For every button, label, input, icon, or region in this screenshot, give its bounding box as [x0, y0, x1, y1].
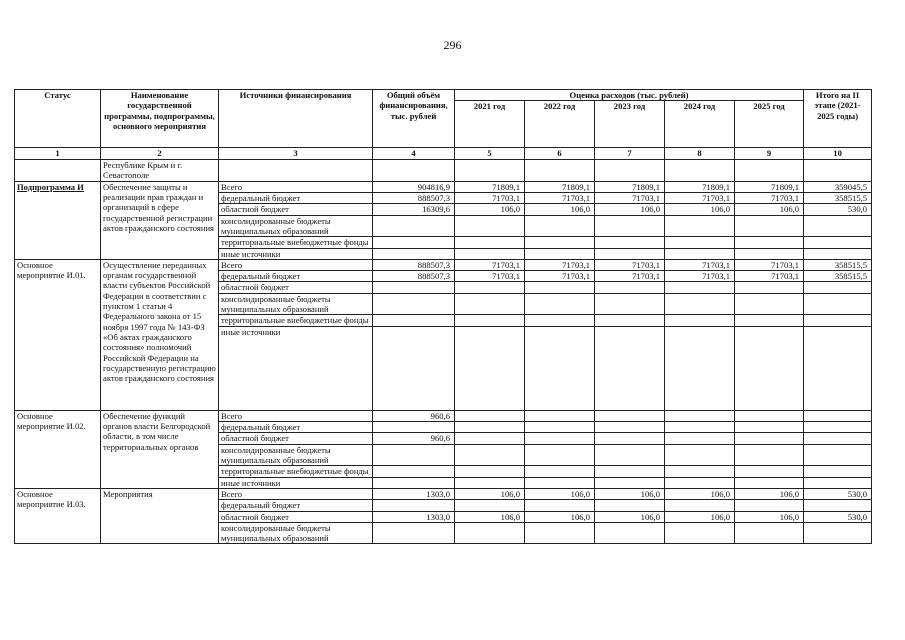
value-cell: 106,0 [595, 511, 665, 522]
source-label: территориальные внебюджетные фонды [219, 315, 373, 326]
source-label: федеральный бюджет [219, 422, 373, 433]
value-cell: 904816,9 [373, 181, 455, 192]
col-num: 9 [735, 148, 804, 159]
value-cell: 960,6 [373, 433, 455, 444]
header-year-2021: 2021 год [455, 101, 525, 148]
col-num: 3 [219, 148, 373, 159]
name-cell: Обеспечение защиты и реализации прав граждан и организаций в сфере государственной регистрации актов гражданского состояния [101, 181, 219, 259]
header-itogo: Итого на II этапе (2021-2025 годы) [804, 90, 872, 148]
header-status: Статус [15, 90, 101, 148]
value-cell: 106,0 [665, 488, 735, 499]
value-cell: 106,0 [525, 511, 595, 522]
value-cell: 960,6 [373, 410, 455, 421]
value-cell: 358515,5 [804, 271, 872, 282]
value-cell: 106,0 [455, 511, 525, 522]
source-label: иные источники [219, 248, 373, 259]
header-year-2024: 2024 год [665, 101, 735, 148]
value-cell: 530,0 [804, 204, 872, 215]
header-year-2022: 2022 год [525, 101, 595, 148]
value-cell: 358515,5 [804, 259, 872, 270]
value-cell: 71703,1 [455, 259, 525, 270]
col-num: 7 [595, 148, 665, 159]
value-cell: 106,0 [525, 204, 595, 215]
table-row [15, 259, 872, 270]
source-label: консолидированные бюджеты муниципальных образований [219, 444, 373, 466]
value-cell: 106,0 [595, 488, 665, 499]
source-label: Всего [219, 488, 373, 499]
name-cell: Обеспечение функций органов власти Белгородской области, в том числе территориальных органов [101, 410, 219, 488]
value-cell: 530,0 [804, 511, 872, 522]
value-cell: 106,0 [735, 511, 804, 522]
status-cell: Подпрограмма И [15, 181, 101, 259]
source-label: областной бюджет [219, 282, 373, 293]
value-cell: 71703,1 [735, 259, 804, 270]
value-cell: 71703,1 [735, 271, 804, 282]
value-cell: 71703,1 [735, 192, 804, 203]
value-cell: 71703,1 [595, 271, 665, 282]
source-label: Всего [219, 410, 373, 421]
table-row [15, 181, 872, 192]
col-num: 2 [101, 148, 219, 159]
header-total: Общий объём финансирования, тыс. рублей [373, 90, 455, 148]
value-cell: 106,0 [455, 204, 525, 215]
source-label: областной бюджет [219, 433, 373, 444]
header-estimate: Оценка расходов (тыс. рублей) [455, 90, 804, 101]
status-cell: Основное мероприятие И.01. [15, 259, 101, 410]
table-row [15, 488, 872, 499]
value-cell: 359045,5 [804, 181, 872, 192]
source-label: иные источники [219, 477, 373, 488]
value-cell: 71703,1 [665, 271, 735, 282]
value-cell: 106,0 [735, 488, 804, 499]
col-num: 10 [804, 148, 872, 159]
value-cell: 71703,1 [525, 271, 595, 282]
value-cell: 16309,6 [373, 204, 455, 215]
source-label: территориальные внебюджетные фонды [219, 237, 373, 248]
value-cell: 106,0 [665, 511, 735, 522]
status-cell: Основное мероприятие И.02. [15, 410, 101, 488]
value-cell: 888507,3 [373, 192, 455, 203]
value-cell: 71809,1 [665, 181, 735, 192]
value-cell: 71703,1 [455, 192, 525, 203]
value-cell: 1303,0 [373, 488, 455, 499]
value-cell: 71703,1 [665, 259, 735, 270]
value-cell: 888507,3 [373, 259, 455, 270]
source-label: областной бюджет [219, 204, 373, 215]
value-cell: 71703,1 [665, 192, 735, 203]
value-cell: 106,0 [735, 204, 804, 215]
value-cell: 71809,1 [455, 181, 525, 192]
column-number-row [15, 148, 872, 159]
name-cell: Мероприятия [101, 488, 219, 544]
value-cell: 106,0 [525, 488, 595, 499]
table-row [15, 410, 872, 421]
value-cell: 71703,1 [595, 192, 665, 203]
source-label: консолидированные бюджеты муниципальных образований [219, 293, 373, 315]
value-cell: 71703,1 [595, 259, 665, 270]
value-cell: 71703,1 [455, 271, 525, 282]
source-label: консолидированные бюджеты муниципальных образований [219, 522, 373, 544]
value-cell: 1303,0 [373, 511, 455, 522]
col-num: 4 [373, 148, 455, 159]
value-cell: 71809,1 [525, 181, 595, 192]
value-cell: 888507,3 [373, 271, 455, 282]
source-label: областной бюджет [219, 511, 373, 522]
value-cell: 71703,1 [525, 192, 595, 203]
continuation-text: Республике Крым и г. Севастополе [101, 159, 219, 181]
col-num: 1 [15, 148, 101, 159]
value-cell: 71703,1 [525, 259, 595, 270]
source-label: федеральный бюджет [219, 271, 373, 282]
col-num: 5 [455, 148, 525, 159]
value-cell: 106,0 [595, 204, 665, 215]
col-num: 6 [525, 148, 595, 159]
header-name: Наименование государственной программы, подпрограммы, основного мероприятия [101, 90, 219, 148]
name-cell: Осуществление переданных органам государственной власти субъектов Российской Федерации в соответствии с пунктом 1 статьи 4 Федерального закона от 15 ноября 1997 года № 143-ФЗ «Об актах гражданского состояния» полномочий Российской Федерации на государственную регистрацию актов гражданского состояния [101, 259, 219, 410]
value-cell: 530,0 [804, 488, 872, 499]
source-label: федеральный бюджет [219, 192, 373, 203]
value-cell: 358515,5 [804, 192, 872, 203]
header-sources: Источники финансирования [219, 90, 373, 148]
header-year-2025: 2025 год [735, 101, 804, 148]
value-cell: 71809,1 [595, 181, 665, 192]
source-label: Всего [219, 259, 373, 270]
col-num: 8 [665, 148, 735, 159]
value-cell: 71809,1 [735, 181, 804, 192]
source-label: иные источники [219, 326, 373, 410]
source-label: федеральный бюджет [219, 500, 373, 511]
header-year-2023: 2023 год [595, 101, 665, 148]
source-label: Всего [219, 181, 373, 192]
value-cell: 106,0 [665, 204, 735, 215]
source-label: территориальные внебюджетные фонды [219, 466, 373, 477]
page-number: 296 [443, 38, 462, 52]
status-cell: Основное мероприятие И.03. [15, 488, 101, 544]
budget-table [14, 89, 872, 544]
table-row [15, 159, 872, 181]
source-label: консолидированные бюджеты муниципальных образований [219, 215, 373, 237]
value-cell: 106,0 [455, 488, 525, 499]
